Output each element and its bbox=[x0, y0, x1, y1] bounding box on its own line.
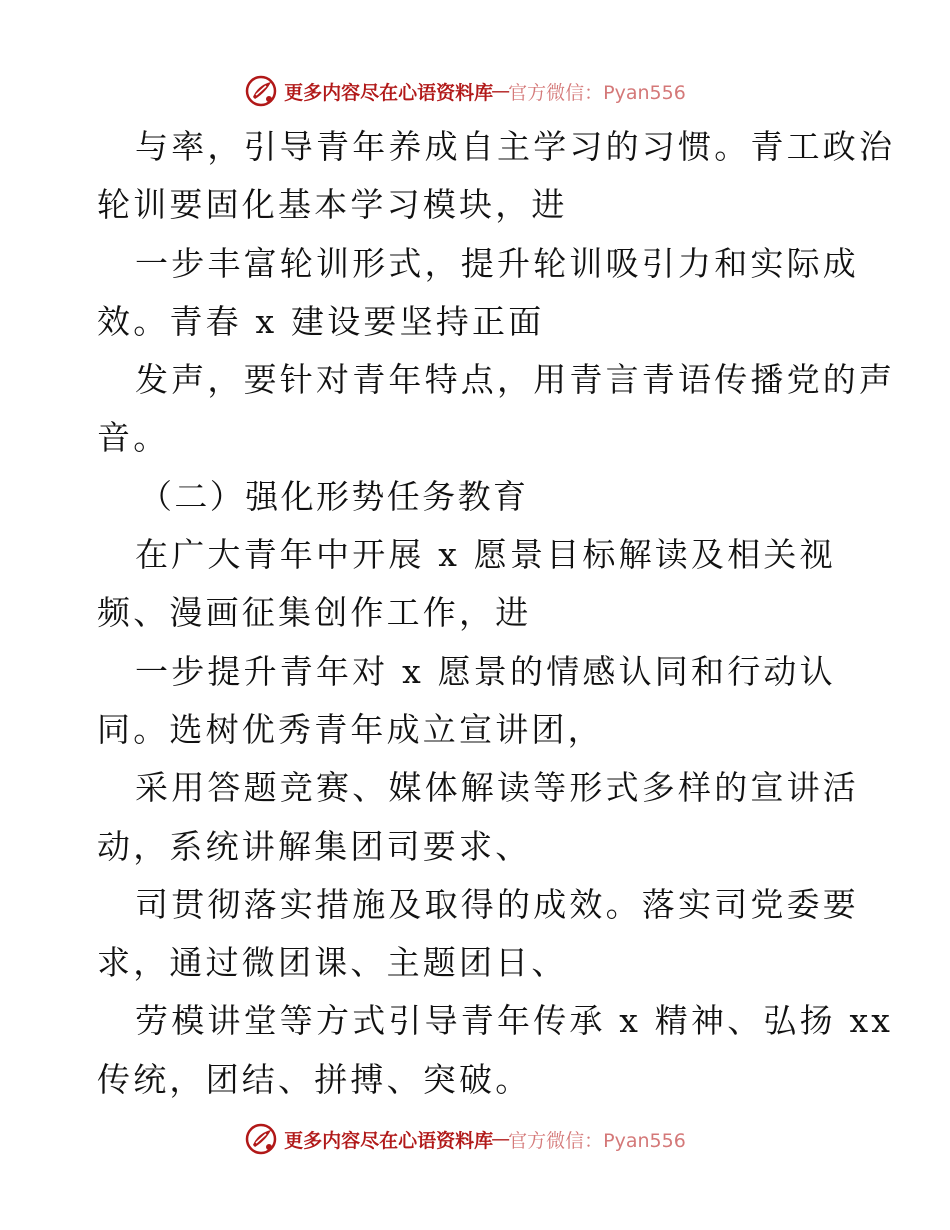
text-line: 传统，团结、拼搏、突破。 bbox=[97, 1059, 532, 1099]
text-line: 音。 bbox=[97, 418, 170, 458]
footer-watermark bbox=[0, 1119, 950, 1159]
text-line: 劳模讲堂等方式引导青年传承 x 精神、弘扬 xx bbox=[135, 1001, 894, 1041]
watermark-brand-text: 更多内容尽在心语资料库 bbox=[284, 1129, 494, 1152]
text-line: 同。选树优秀青年成立宣讲团， bbox=[97, 709, 604, 749]
body-text bbox=[97, 118, 896, 1109]
text-line: 轮训要固化基本学习模块，进 bbox=[97, 185, 568, 225]
watermark-brand-text: 更多内容尽在心语资料库 bbox=[284, 81, 494, 104]
text-line: 频、漫画征集创作工作，进 bbox=[97, 593, 532, 633]
watermark-contact-text: 官方微信：Pyan556 bbox=[508, 1129, 686, 1152]
text-line: 发声，要针对青年特点，用青言青语传播党的声 bbox=[135, 360, 896, 400]
text-line: 与率，引导青年养成自主学习的习惯。青工政治 bbox=[135, 127, 896, 166]
text-line: 动，系统讲解集团司要求、 bbox=[97, 826, 532, 866]
text-line: 效。青春 x 建设要坚持正面 bbox=[97, 301, 545, 341]
watermark-dash: — bbox=[491, 1128, 511, 1150]
text-line: 采用答题竞赛、媒体解读等形式多样的宣讲活 bbox=[135, 768, 859, 808]
text-line: 司贯彻落实措施及取得的成效。落实司党委要 bbox=[135, 884, 859, 924]
header-watermark bbox=[0, 71, 950, 111]
text-line: 求，通过微团课、主题团日、 bbox=[97, 943, 568, 983]
section-heading: （二）强化形势任务教育 bbox=[139, 476, 529, 516]
text-line: 一步丰富轮训形式，提升轮训吸引力和实际成 bbox=[135, 243, 859, 283]
text-line: 在广大青年中开展 x 愿景目标解读及相关视 bbox=[135, 535, 836, 575]
text-line: 一步提升青年对 x 愿景的情感认同和行动认 bbox=[135, 651, 836, 691]
brand-logo-icon bbox=[244, 1122, 278, 1156]
watermark-contact-text: 官方微信：Pyan556 bbox=[508, 81, 686, 104]
brand-logo-icon bbox=[244, 74, 278, 108]
watermark-dash: — bbox=[491, 80, 511, 102]
